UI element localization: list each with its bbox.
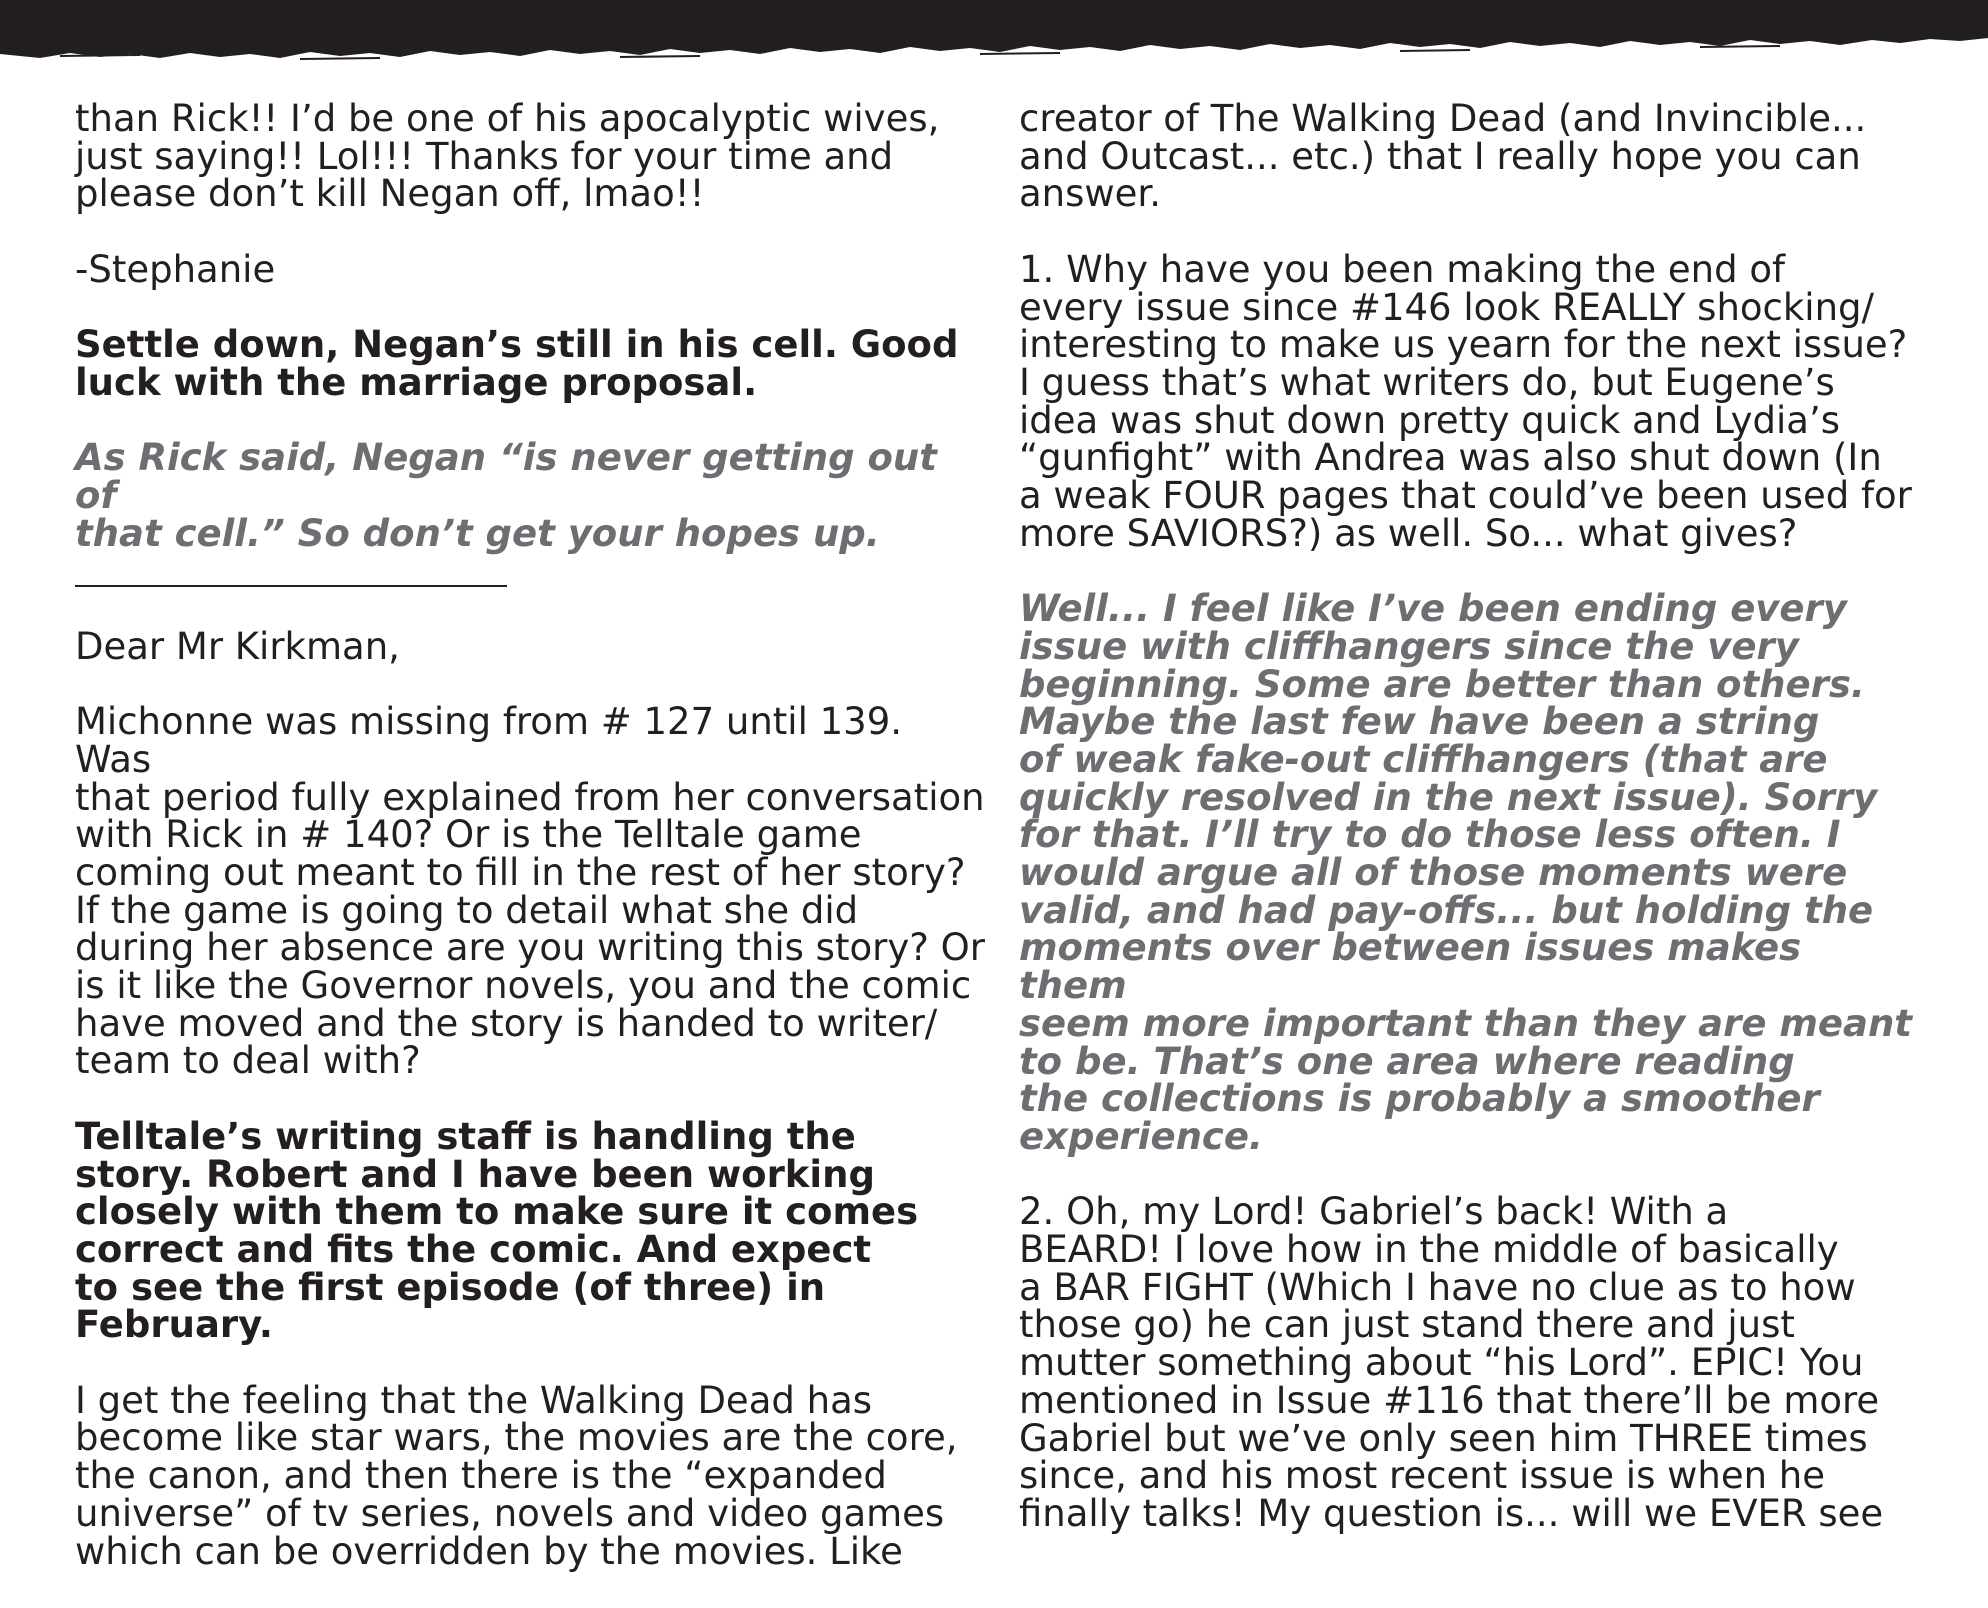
right-column — [1019, 97, 1919, 1570]
letter-separator-rule — [75, 552, 985, 590]
letter-paragraph: Michonne was missing from # 127 until 139. Was that period fully explained from her conversation with Rick in # 140? Or is the Telltale game coming out meant to fill in the rest of her story? If the game is going to detail what she did during her absence are you writing this story? Or is it like the Governor novels, you and the comic have moved and the story is handed to writer/ team to deal with? — [75, 700, 985, 1083]
letter-salutation: Dear Mr Kirkman, — [75, 624, 400, 668]
editor-reply-bold: Telltale’s writing staff is handling the story. Robert and I have been working closely with them to make sure it comes correct and fits the comic. And expect to see the first episode (of three) in February. — [75, 1114, 919, 1347]
left-column — [75, 97, 985, 1608]
letter-paragraph: creator of The Walking Dead (and Invincible... and Outcast... etc.) that I really hope you can answer. — [1019, 97, 1867, 216]
editor-reply-bold: Settle down, Negan’s still in his cell. Good luck with the marriage proposal. — [75, 323, 959, 404]
letter-paragraph: I get the feeling that the Walking Dead has become like star wars, the movies are the core, the canon, and then there is the “expanded universe” of tv series, novels and video games which can be overridden by the movies. Like — [75, 1378, 958, 1573]
editor-reply-italic: Well... I feel like I’ve been ending every issue with cliffhangers since the very beginning. Some are better than others. Maybe the last few have been a string of weak fake-out cliffhangers (that are quickly resolved in the next issue). Sorry for that. I’ll try to do those less often. I would argue all of those moments were valid, and had pay-offs... but holding the moments over between issues makes them seem more important than they are meant to be. That’s one area where reading the collections is probably a smoother experience. — [1019, 587, 1912, 1158]
letter-question: 1. Why have you been making the end of every issue since #146 look REALLY shocking/ interesting to make us yearn for the next issue? I guess that’s what writers do, but Eugene’s idea was shut down pretty quick and Lydia’s “gunfight” with Andrea was also shut down (In a weak FOUR pages that could’ve been used for more SAVIORS?) as well. So... what gives? — [1019, 247, 1912, 555]
letter-closing-paragraph: than Rick!! I’d be one of his apocalyptic wives, just saying!! Lol!!! Thanks for your time and please don’t kill Negan off, lmao!! — [75, 97, 940, 216]
header-brush-band — [0, 0, 1988, 64]
letter-signature: -Stephanie — [75, 247, 276, 291]
editor-reply-italic: As Rick said, Negan “is never getting out of that cell.” So don’t get your hopes up. — [75, 436, 937, 555]
letter-question: 2. Oh, my Lord! Gabriel’s back! With a BEARD! I love how in the middle of basically a BAR FIGHT (Which I have no clue as to how those go) he can just stand there and just mutter something about “his Lord”. EPIC! You mentioned in Issue #116 that there’ll be more Gabriel but we’ve only seen him THREE times since, and his most recent issue is when he finally talks! My question is... will we EVER see — [1019, 1190, 1884, 1535]
